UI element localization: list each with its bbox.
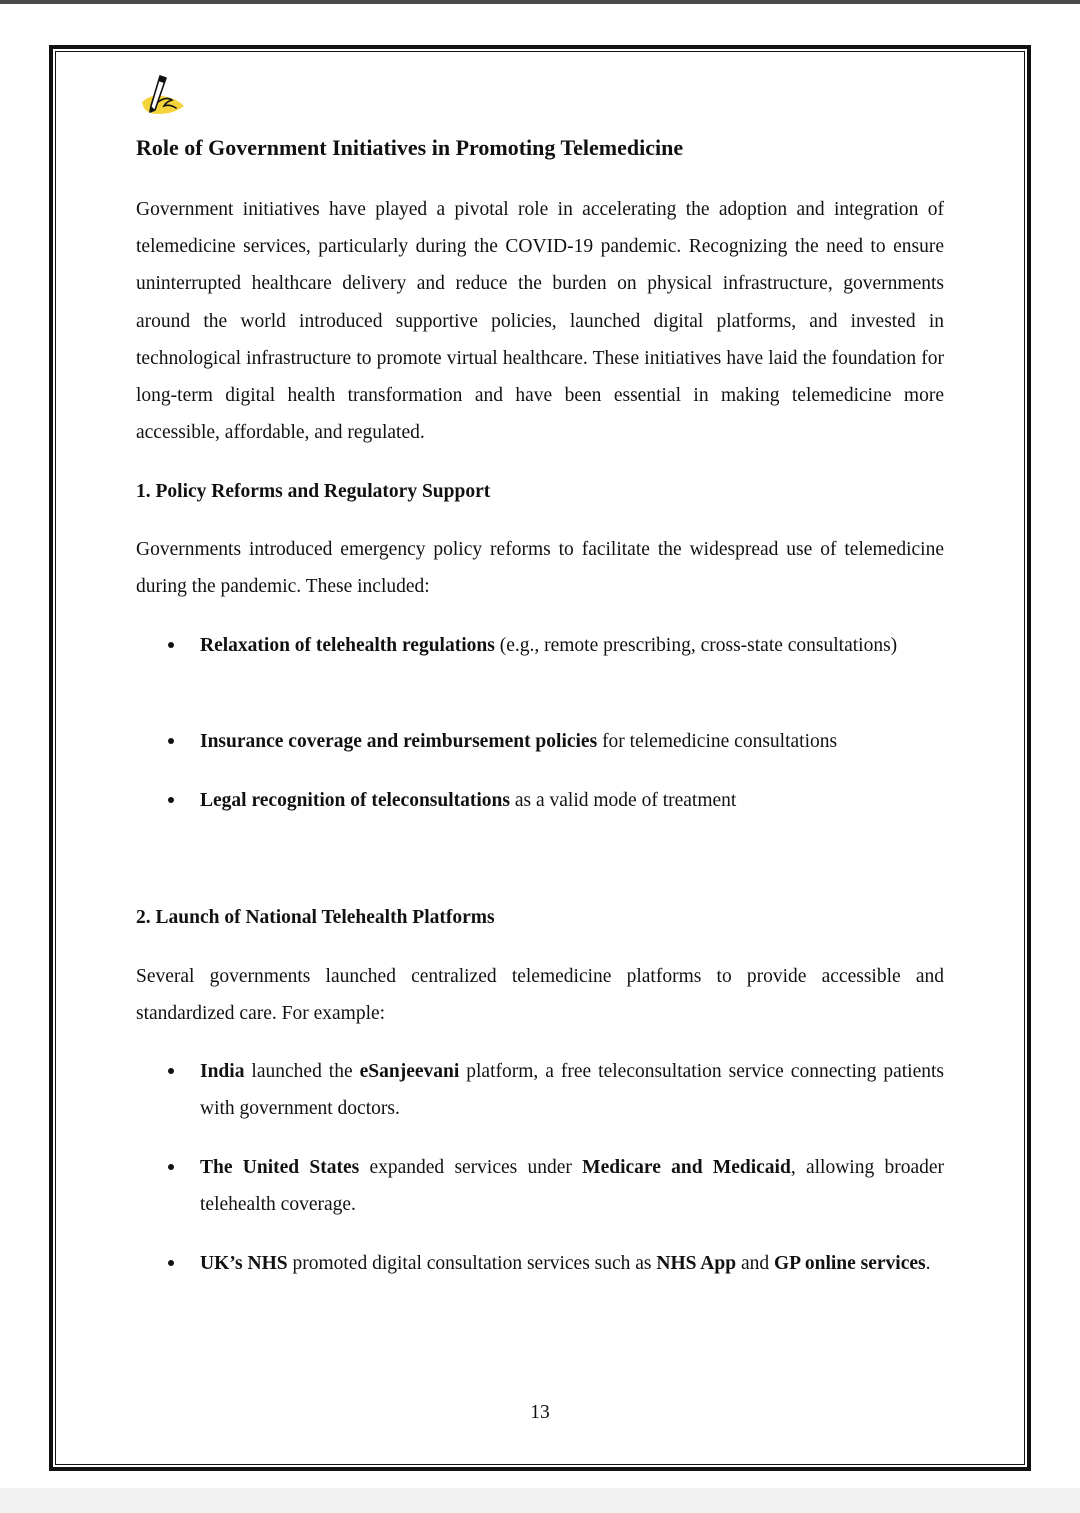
bullet-bold-text: India [200,1061,245,1082]
bullet-text [200,1245,944,1282]
viewer-bottom-band [0,1488,1080,1513]
pen-writing-icon [136,72,188,118]
bullet-plain-text: , allowing broader telehealth coverage. [200,1157,944,1216]
bullet-plain-text: for telemedicine consultations [597,731,838,752]
bullet-plain-text: promoted digital consultation services such as [287,1253,657,1274]
section-heading-policy-reforms: 1. Policy Reforms and Regulatory Support [136,481,491,502]
bullet-icon [168,642,174,648]
bullet-icon [168,797,174,803]
page-number: 13 [530,1402,550,1423]
section-heading-national-platforms: 2. Launch of National Telehealth Platforms [136,907,495,928]
bullet-text [200,627,944,664]
section2-lead-paragraph: Several governments launched centralized telemedicine platforms to provide accessible and standardized care. For example: [136,966,944,1025]
bullet-bold-text: GP online services [773,1253,926,1274]
bullet-icon [168,738,174,744]
bullet-plain-text: . [925,1253,931,1274]
bullet-plain-text: (e.g., remote prescribing, cross-state consultations) [494,635,898,656]
bullet-text [200,1149,944,1223]
bullet-plain-text: as a valid mode of treatment [510,790,737,811]
page-title: Role of Government Initiatives in Promoting Telemedicine [136,135,684,160]
window-top-edge [0,0,1080,4]
bullet-plain-text: expanded services under [359,1157,583,1178]
bullet-icon [168,1260,174,1266]
bullet-text [200,723,944,760]
bullet-icon [168,1164,174,1170]
bullet-bold-text: Legal recognition of teleconsultations [200,790,510,811]
bullet-plain-text: platform, a free teleconsultation service connecting patients with government doctors. [200,1061,944,1120]
bullet-text [200,782,944,819]
bullet-bold-text: Insurance coverage and reimbursement policies [200,731,598,752]
bullet-plain-text: and [736,1253,774,1274]
bullet-icon [168,1068,174,1074]
bullet-bold-text: eSanjeevani [359,1061,460,1082]
bullet-bold-text: UK’s NHS [200,1253,288,1274]
bullet-text [200,1053,944,1127]
bullet-bold-text: Relaxation of telehealth regulations [200,635,495,656]
intro-paragraph: Government initiatives have played a pivotal role in accelerating the adoption and integration of telemedicine services, particularly during the COVID-19 pandemic. Recognizing the need to ensure uninterrupted healthcare delivery and reduce the burden on physical infrastructure, governments around the world introduced supportive policies, launched digital platforms, and invested in technological infrastructure to promote virtual healthcare. These initiatives have laid the foundation for long-term digital health transformation and have been essential in making telemedicine more accessible, affordable, and regulated. [136,199,944,444]
bullet-bold-text: NHS App [656,1253,737,1274]
bullet-plain-text: launched the [244,1061,360,1082]
bullet-bold-text: Medicare and Medicaid [582,1157,791,1178]
bullet-bold-text: The United States [200,1157,360,1178]
section1-lead-paragraph: Governments introduced emergency policy reforms to facilitate the widespread use of telemedicine during the pandemic. These included: [136,539,944,598]
